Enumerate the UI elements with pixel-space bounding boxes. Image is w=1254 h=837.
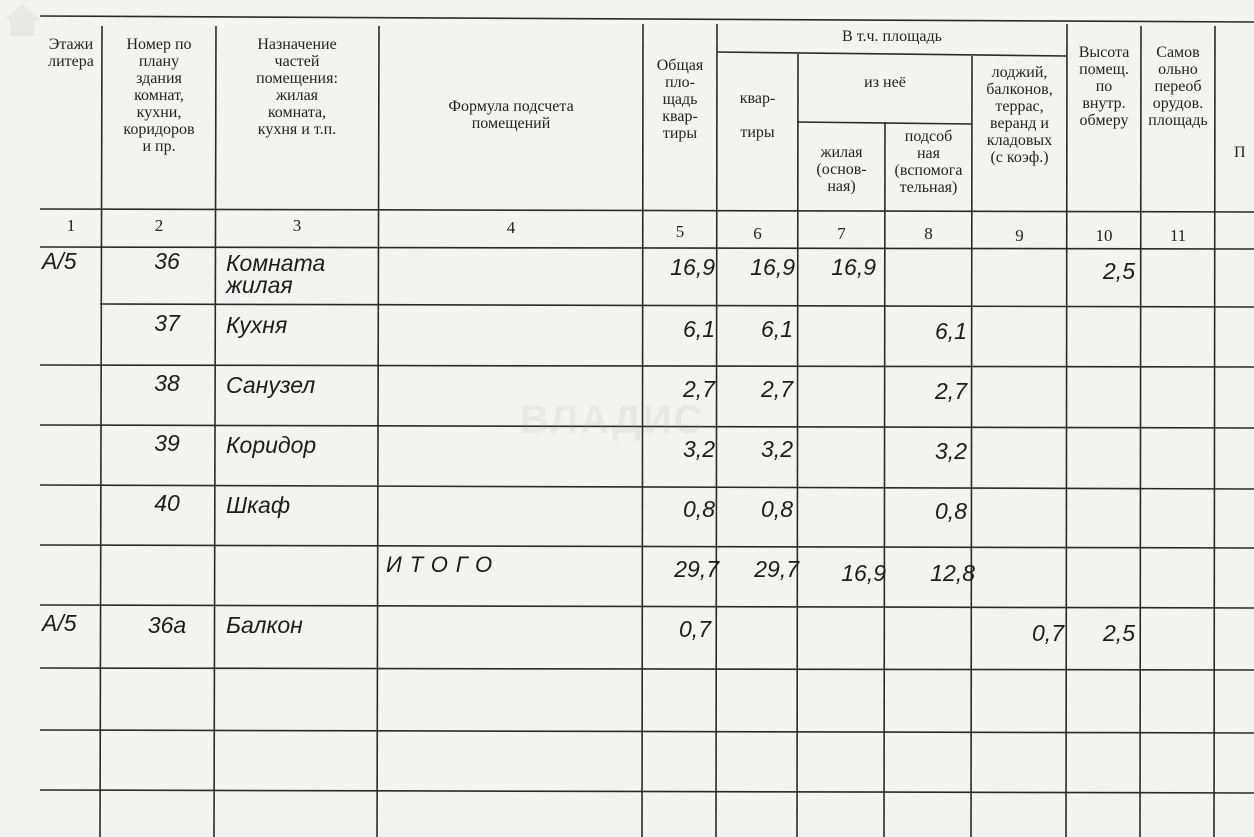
row-apartment-area: 6,1	[761, 316, 793, 342]
column-number: 9	[1015, 226, 1024, 245]
row-number: 37	[154, 310, 180, 336]
row-litera: А/5	[42, 610, 77, 636]
column-number: 11	[1169, 226, 1187, 245]
column-number: 3	[292, 216, 302, 235]
header-height: Высота помещ. по внутр. обмеру	[1078, 44, 1130, 129]
row-purpose: Комната жилая	[226, 250, 326, 298]
watermark: ВЛАДИС	[520, 398, 705, 442]
header-unauthorized: Самов ольно переоб орудов. площадь	[1148, 44, 1208, 129]
header-living: жилая (основ- ная)	[816, 144, 867, 195]
column-number: 10	[1095, 226, 1113, 245]
header-apartment: квар- тиры	[739, 90, 776, 141]
watermark-house-icon	[0, 0, 44, 40]
row-number: 38	[154, 370, 180, 396]
header-formula: Формула подсчета помещений	[448, 98, 574, 132]
row-number: 40	[154, 490, 180, 516]
auxiliary-area-sum: 12,8	[930, 560, 975, 586]
header-total-area: Общая пло- щадь квар- тиры	[656, 57, 704, 142]
row-auxiliary-area: 3,2	[935, 438, 967, 464]
row-number: 36	[154, 248, 180, 274]
row-apartment-area: 2,7	[761, 376, 793, 402]
apartment-area-sum: 29,7	[754, 556, 799, 582]
row-litera: А/5	[42, 248, 77, 274]
row-total-area: 0,7	[679, 616, 711, 642]
row-total-area: 3,2	[683, 436, 715, 462]
total-label: ИТОГО	[386, 552, 501, 577]
column-number: 1	[66, 216, 76, 235]
row-apartment-area: 16,9	[750, 254, 795, 280]
total-area-sum: 29,7	[674, 556, 719, 582]
column-number: 7	[837, 224, 846, 243]
row-auxiliary-area: 6,1	[935, 318, 967, 344]
row-purpose: Санузел	[226, 372, 316, 398]
header-including-area: В т.ч. площадь	[842, 28, 942, 45]
row-apartment-area: 3,2	[761, 436, 793, 462]
column-number: 4	[506, 218, 516, 237]
row-purpose: Балкон	[226, 612, 303, 638]
header-balconies: лоджий, балконов, террас, веранд и кладовых (с коэф.)	[986, 64, 1053, 166]
column-number: 8	[924, 224, 933, 243]
row-height: 2,5	[1103, 258, 1135, 284]
column-number: 5	[675, 222, 685, 241]
header-auxiliary: подсоб ная (вспомога тельная)	[894, 128, 963, 196]
header-room-purpose: Назначение частей помещения: жилая комната, кухня и т.п.	[256, 36, 338, 138]
row-number: 39	[154, 430, 180, 456]
header-room-number: Номер по плану здания комнат, кухни, коридоров и пр.	[123, 36, 195, 155]
row-living-area: 16,9	[831, 254, 876, 280]
row-height: 2,5	[1103, 620, 1135, 646]
row-total-area: 6,1	[683, 316, 715, 342]
row-purpose: Кухня	[226, 312, 288, 338]
row-auxiliary-area: 0,8	[935, 498, 967, 524]
row-total-area: 16,9	[670, 254, 715, 280]
row-total-area: 2,7	[683, 376, 715, 402]
row-total-area: 0,8	[683, 496, 715, 522]
row-balcony-area: 0,7	[1032, 620, 1064, 646]
column-number: 2	[154, 216, 164, 235]
living-area-sum: 16,9	[841, 560, 886, 586]
header-truncated: П	[1234, 144, 1246, 161]
row-purpose: Коридор	[226, 432, 317, 458]
header-of-which: из неё	[864, 74, 906, 91]
column-number: 6	[753, 224, 762, 243]
row-number: 36а	[147, 612, 187, 638]
row-purpose: Шкаф	[226, 492, 291, 518]
row-auxiliary-area: 2,7	[935, 378, 967, 404]
row-apartment-area: 0,8	[761, 496, 793, 522]
header-floor-litera: Этажи литера	[48, 36, 94, 70]
